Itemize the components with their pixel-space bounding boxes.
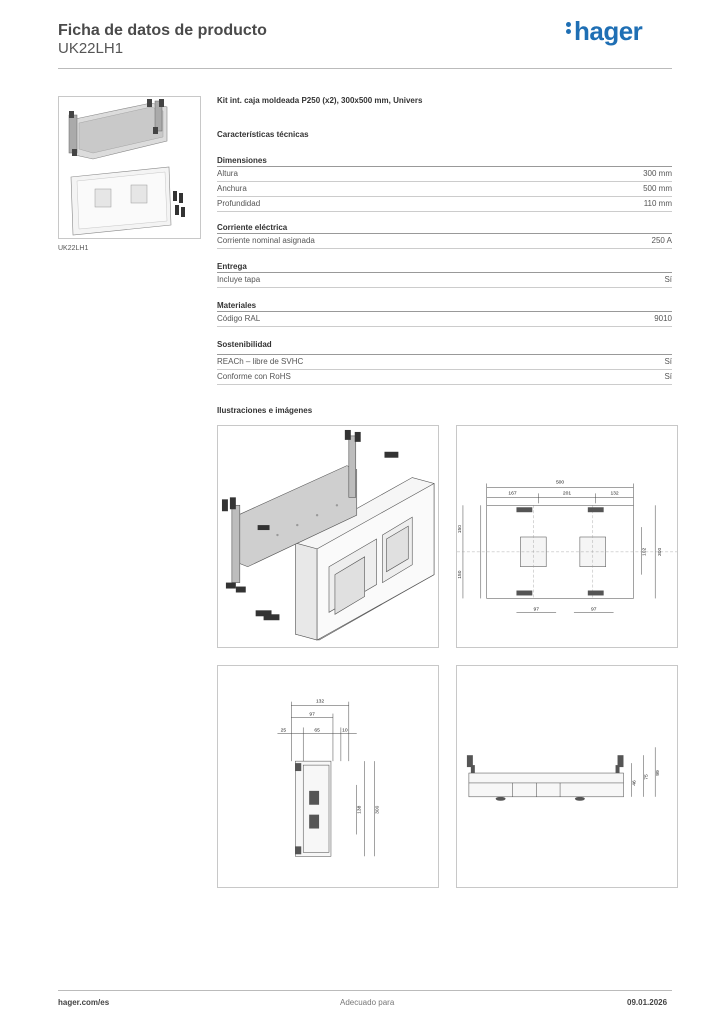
spec-label: REACh – libre de SVHC	[217, 357, 304, 366]
section-title: Entrega	[217, 262, 672, 273]
spec-row-codigo-ral	[217, 312, 672, 327]
spec-label: Corriente nominal asignada	[217, 236, 315, 245]
logo-text: hager	[574, 16, 643, 46]
bottom-dimensions-drawing	[457, 666, 677, 887]
spec-label: Incluye tapa	[217, 275, 261, 284]
illustration-bottom-dimensions	[456, 665, 678, 888]
spec-value: 110 mm	[643, 199, 672, 208]
dim-bottom-right: 97	[591, 607, 597, 613]
product-code: UK22LH1	[58, 40, 124, 57]
spec-row-incluye-tapa	[217, 273, 672, 288]
dim-h3: 99	[656, 770, 662, 776]
dim-bottom-left: 97	[533, 607, 540, 613]
illustration-exploded-view	[217, 425, 439, 648]
section-sostenibilidad	[217, 340, 672, 385]
dim-h2: 75	[644, 774, 650, 780]
spec-value: 250 A	[651, 236, 672, 245]
spec-label: Conforme con RoHS	[217, 372, 291, 381]
dim-h-bottom: 150	[457, 570, 463, 579]
spec-value: 500 mm	[643, 184, 672, 193]
footer-suitable-for: Adecuado para	[340, 998, 395, 1007]
dim-h-top: 150	[457, 524, 463, 534]
dim-right: 10	[342, 728, 348, 734]
section-title: Dimensiones	[217, 156, 672, 167]
spec-value: 300 mm	[643, 169, 672, 178]
front-dimensions-drawing	[457, 426, 677, 647]
section-dimensiones	[217, 156, 672, 212]
spec-label: Anchura	[217, 184, 247, 193]
thumbnail-caption: UK22LH1	[58, 245, 89, 252]
section-corriente-electrica	[217, 223, 672, 249]
footer-date: 09.01.2026	[627, 998, 668, 1007]
spec-label: Profundidad	[217, 199, 261, 208]
product-thumbnail	[58, 96, 201, 239]
dim-top: 132	[315, 699, 325, 705]
section-title: Corriente eléctrica	[217, 223, 672, 234]
illustration-front-dimensions	[456, 425, 678, 648]
dim-second: 97	[309, 712, 315, 718]
illustrations-heading: Ilustraciones e imágenes	[217, 406, 313, 415]
section-title: Sostenibilidad	[217, 340, 672, 355]
footer-divider	[58, 990, 672, 991]
dim-left: 25	[280, 728, 287, 734]
section-entrega	[217, 262, 672, 288]
tech-characteristics-heading: Características técnicas	[217, 130, 309, 139]
page-title: Ficha de datos de producto	[58, 22, 267, 39]
spec-label: Altura	[217, 169, 238, 178]
dim-overall-width: 500	[555, 480, 565, 486]
dim-seg-mid: 201	[562, 491, 572, 497]
spec-row-altura	[217, 167, 672, 182]
section-title: Materiales	[217, 301, 672, 312]
spec-label: Código RAL	[217, 314, 261, 323]
spec-value: Sí	[664, 275, 672, 284]
side-dimensions-drawing	[218, 666, 438, 887]
spec-row-rohs	[217, 370, 672, 385]
spec-value: Sí	[664, 357, 672, 366]
spec-row-reach	[217, 355, 672, 370]
spec-row-anchura	[217, 182, 672, 197]
spec-value: Sí	[664, 372, 672, 381]
dim-inner-height: 102	[642, 547, 648, 556]
illustration-side-dimensions	[217, 665, 439, 888]
header-divider	[58, 68, 672, 69]
dim-seg-left: 167	[508, 491, 517, 497]
dim-seg-right: 132	[610, 491, 619, 497]
spec-row-corriente-nominal	[217, 234, 672, 249]
spec-row-profundidad	[217, 197, 672, 212]
dim-overall-height: 300	[375, 805, 381, 814]
product-description: Kit int. caja moldeada P250 (x2), 300x500 mm, Univers	[217, 96, 423, 105]
hager-logo[interactable]	[566, 16, 642, 47]
footer-website-link[interactable]: hager.com/es	[58, 998, 110, 1007]
dim-mid: 65	[314, 728, 320, 734]
dim-inner-height: 138	[357, 805, 363, 814]
specifications-panel	[217, 96, 672, 381]
section-materiales	[217, 301, 672, 327]
spec-value: 9010	[654, 314, 672, 323]
dim-overall-height: 300	[658, 547, 664, 556]
logo-dots-icon	[566, 20, 572, 36]
product-thumbnail-drawing	[59, 97, 202, 240]
exploded-view-drawing	[218, 426, 438, 647]
dim-h1: 46	[632, 780, 638, 786]
